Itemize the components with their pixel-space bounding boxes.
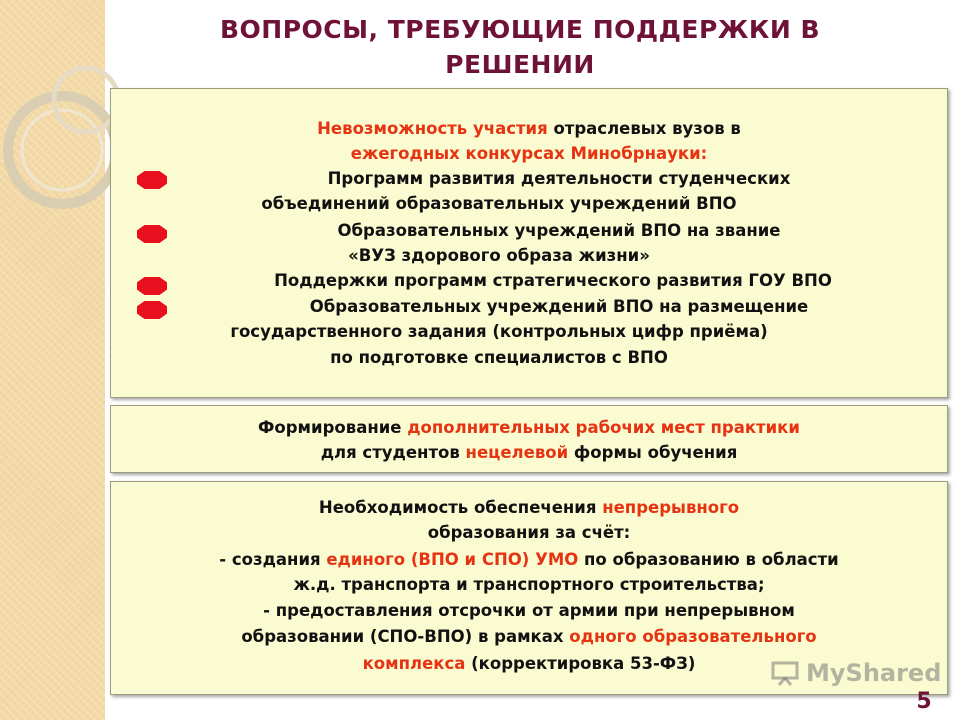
watermark-text: MyShared — [806, 659, 942, 687]
panel1-heading-rest: отраслевых вузов в — [547, 119, 741, 138]
panel3-line-2: образования за счёт: — [427, 523, 631, 542]
text-span: - создания — [219, 550, 327, 569]
highlight-span: комплекса — [362, 654, 466, 673]
text-span: по образованию в области — [578, 550, 839, 569]
list-item-text: Поддержки программ стратегического развития ГОУ ВПО — [274, 271, 832, 290]
list-item-text: Программ развития деятельности студенческих — [327, 169, 791, 188]
highlight-span: нецелевой — [465, 443, 569, 462]
highlight-span: непрерывного — [602, 498, 740, 517]
page-title — [150, 12, 890, 82]
contest-participation-panel — [110, 88, 948, 398]
watermark-logo — [770, 656, 941, 690]
list-item-text: по подготовке специалистов с ВПО — [330, 348, 668, 367]
presentation-screen-icon — [770, 660, 800, 686]
practice-jobs-panel — [110, 405, 948, 473]
list-item-text: государственного задания (контрольных цифр приёма) — [230, 322, 768, 341]
text-span: формы обучения — [568, 443, 738, 462]
panel2-line-1 — [111, 418, 947, 438]
panel1-subheading: ежегодных конкурсах Минобрнауки: — [350, 144, 708, 163]
text-span: Необходимость обеспечения — [318, 498, 603, 517]
panel1-heading — [111, 119, 947, 139]
panel3-line-6 — [111, 627, 947, 647]
title-line-2: РЕШЕНИИ — [445, 50, 595, 79]
text-span: образовании (СПО-ВПО) в рамках — [241, 627, 570, 646]
text-span: (корректировка 53-ФЗ) — [465, 654, 696, 673]
panel3-line-1 — [111, 498, 947, 518]
panel2-line-2 — [111, 443, 947, 463]
title-line-1: ВОПРОСЫ, ТРЕБУЮЩИЕ ПОДДЕРЖКИ В — [219, 15, 821, 44]
list-item-text: Образовательных учреждений ВПО на звание — [337, 221, 781, 240]
list-item-text: объединений образовательных учреждений ВПО — [261, 194, 737, 213]
text-span: для студентов — [320, 443, 466, 462]
list-item-text: Образовательных учреждений ВПО на размещение — [309, 297, 809, 316]
list-item-text: «ВУЗ здорового образа жизни» — [348, 246, 650, 265]
panel3-line-4: ж.д. транспорта и транспортного строительства; — [293, 575, 765, 594]
text-span: Формирование — [258, 418, 408, 437]
highlight-span: дополнительных рабочих мест практики — [407, 418, 800, 437]
highlight-span: единого (ВПО и СПО) УМО — [326, 550, 579, 569]
panel1-heading-highlight: Невозможность участия — [317, 119, 548, 138]
panel3-line-3 — [111, 550, 947, 570]
panel3-line-5: - предоставления отсрочки от армии при непрерывном — [263, 601, 795, 620]
highlight-span: одного образовательного — [569, 627, 817, 646]
page-number: 5 — [916, 689, 932, 714]
